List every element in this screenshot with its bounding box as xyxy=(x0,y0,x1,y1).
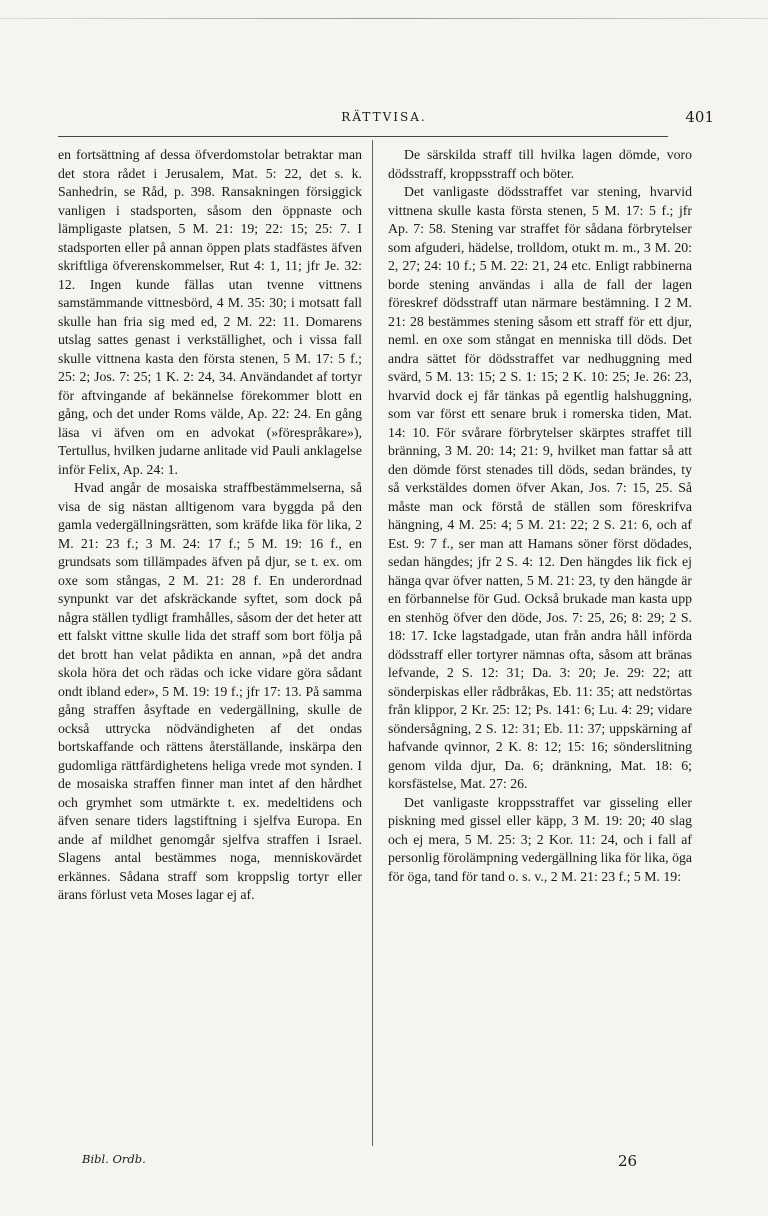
footer-signature: Bibl. Ordb. xyxy=(82,1152,146,1166)
page-number: 401 xyxy=(685,108,714,126)
right-column xyxy=(388,146,692,1146)
paragraph: De särskilda straff till hvilka lagen dömde, voro dödsstraff, kroppsstraff och böter. xyxy=(388,147,692,181)
left-column xyxy=(58,146,362,1146)
paragraph: en fortsättning af dessa öfverdomstolar betraktar man det stora rådet i Jerusalem, Mat. 5: 22, det s. k. Sanhedrin, se Råd, p. 398. Ransakningen försiggick vanligen i stadsporten, såsom den öppnaste och lämpligaste platsen, 5 M. 21: 19; 22: 15; 25: 7. I stadsporten eller på annan öppen plats stadfästes äfven skriftliga öfverenskommelser, Rut 4: 1, 11; jfr Je. 32: 12. Ingen kunde fällas utan tvenne vittnens samstämmande vittnesbörd, 4 M. 35: 30; i motsatt fall skulle han fria sig med ed, 2 M. 22: 11. Domarens utslag sattes genast i verkställighet, och i vissa fall skulle vittnena kasta den första stenen, 5 M. 17: 5 f.; 25: 2; Jos. 7: 25; 1 K. 2: 24, 34. Användandet af tortyr för aftvingande af bekännelse förekommer blott en gång, och det under Roms välde, Ap. 22: 24. En gång läsa vi äfven om en advokat (»förespråkare»), Tertullus, hvilken judarne anlitade vid Pauli anklagelse inför Felix, Ap. 24: 1. xyxy=(58,147,362,477)
page-header xyxy=(54,106,714,130)
running-head: RÄTTVISA. xyxy=(341,110,427,124)
paragraph: Det vanligaste kroppsstraffet var gisseling eller piskning med gissel eller käpp, 3 M. 19: 20; 40 slag och ej mera, 5 M. 25: 3; 2 Kor. 11: 24, och i fall af personlig förolämpning vedergällning lika för lika, öga för öga, tand för tand o. s. v., 2 M. 21: 23 f.; 5 M. 19: xyxy=(388,794,692,884)
paragraph: Det vanligaste dödsstraffet var stening, hvarvid vittnena skulle kasta första stenen, 5 M. 17: 5 f.; jfr Ap. 7: 58. Stening var straffet för sådana förbrytelser som afguderi, hädelse, trolldom, otukt m. m., 3 M. 20: 2, 27; 24: 10 f.; 5 M. 22: 21, 24 etc. Enligt rabbinerna borde stening användas i alla de fall der lagen föreskref dödsstraff utan närmare bestämning. I 2 M. 21: 28 bestämmes stening såsom ett straff för ett djur, neml. en oxe som stångat en menniska till döds. Det andra sättet för dödsstraffet var nedhuggning med svärd, 5 M. 13: 15; 2 S. 1: 15; 2 K. 10: 25; Je. 26: 23, hvarvid dock ej får tänkas på egentlig halshuggning, som var först ett senare bruk i romerska tiden, Mat. 14: 10. För svårare förbrytelser skärptes straffet till bränning, 3 M. 20: 14; 21: 9, hvilket man fattar så att den dömde först stenades till döds, sedan brändes, ty så verkstäldes domen öfver Akan, Jos. 7: 15, 25. Så måste man ock förstå de ställen som föreskrifva hängning, 4 M. 25: 4; 5 M. 21: 22; 2 S. 21: 6, och af Est. 9: 7 f., ser man att Hamans söner först dödades, sedan hängdes; jfr 2 S. 4: 12. Den hängdes lik fick ej hänga qvar öfver natten, 5 M. 21: 23, ty den hängde är en förbannelse för Gud. Också brukade man kasta upp en stenhög öfver den döde, Jos. 7: 25, 26; 8: 29; 2 S. 18: 17. Icke lagstadgade, utan från andra håll införda dödsstraff eller tortyrer nämnas ofta, såsom att bränas lefvande, 2 S. 12: 31; Da. 3: 20; Je. 29: 22; att sönderpiskas eller rådbråkas, Eb. 11: 35; att nedstörtas från klippor, 2 Kr. 25: 12; Ps. 141: 6; Lu. 4: 29; vidare söndersågning, 2 S. 12: 31; Eb. 11: 37; uppskärning af hafvande qvinnor, 2 K. 8: 12; 15: 16; sönderslitning genom vilda djur, Da. 6; dränkning, Mat. 18: 6; korsfästelse, Mat. 27: 26. xyxy=(388,184,692,791)
paragraph: Hvad angår de mosaiska straffbestämmelserna, så visa de sig nästan alltigenom vara byggda på den gamla vedergällningsrätten, som kräfde lika för lika, 2 M. 21: 23 f.; 3 M. 24: 17 f.; 5 M. 19: 16 f., en grundsats som tillämpades äfven på djur, se t. ex. om oxe som stångas, 2 M. 21: 28 f. En underordnad synpunkt var det afskräckande syftet, som dock på några ställen tydligt framhålles, såsom der det heter att ett falskt vittne skulle lida det straff som bort följa på det brott han velat pådikta en annan, »på det andra skola höra det och rädas och icke vidare göra sådant ondt ibland eder», 5 M. 19: 19 f.; jfr 17: 13. På samma gång straffen åsyftade en vedergällning, skulle de också uttrycka nödvändigheten af det ondas bortskaffande och rättens återställande, inskärpa den gudomliga rättfärdighetens heliga vrede mot synden. I de mosaiska straffen finner man intet af den hårdhet och grymhet som utmärkte t. ex. medeltidens och äfven senare tiders lagstiftning i sjelfva Europa. En ande af mildhet genomgår sjelfva straffen i Israel. Slagens antal bestämmes noga, menniskovärdet erkännes. Sådana straff som kroppslig tortyr eller ärans förlust veta Moses lagar ej af. xyxy=(58,480,362,902)
column-divider xyxy=(372,140,373,1146)
header-rule xyxy=(58,136,668,137)
footer-sheet-number: 26 xyxy=(618,1152,638,1170)
scan-edge-line xyxy=(0,18,768,19)
